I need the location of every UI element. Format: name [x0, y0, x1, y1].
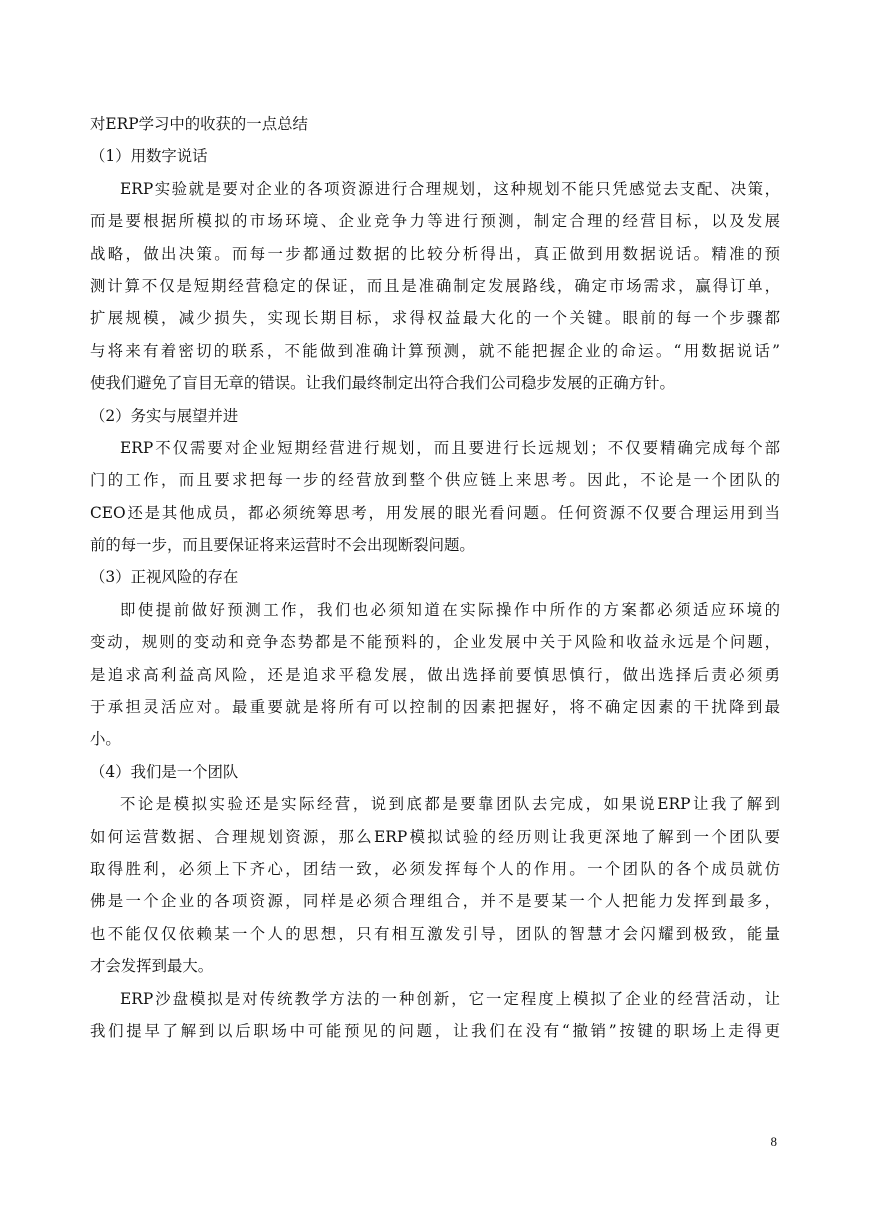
section-heading-1: （1）用数字说话 — [90, 147, 208, 166]
paragraph-line: 使我们避免了盲目无章的错误。让我们最终制定出符合我们公司稳步发展的正确方针。 — [90, 374, 675, 393]
paragraph-line: 也不能仅仅依赖某一个人的思想，只有相互激发引导，团队的智慧才会闪耀到极致，能量 — [90, 924, 780, 943]
paragraph-line: 门的工作，而且要求把每一步的经营放到整个供应链上来思考。因此，不论是一个团队的 — [90, 471, 780, 490]
paragraph-line: 不论是模拟实验还是实际经营，说到底都是要靠团队去完成，如果说ERP让我了解到 — [120, 795, 780, 814]
paragraph-line: 战略，做出决策。而每一步都通过数据的比较分析得出，真正做到用数据说话。精准的预 — [90, 244, 780, 263]
closing-paragraph-line: ERP沙盘模拟是对传统教学方法的一种创新，它一定程度上模拟了企业的经营活动，让 — [120, 989, 780, 1008]
document-body — [90, 108, 780, 1047]
paragraph-line: 测计算不仅是短期经营稳定的保证，而且是准确制定发展路线，确定市场需求，赢得订单， — [90, 276, 780, 295]
closing-paragraph-line: 我们提早了解到以后职场中可能预见的问题，让我们在没有“撤销”按键的职场上走得更 — [90, 1021, 780, 1040]
paragraph-line: 与将来有着密切的联系，不能做到准确计算预测，就不能把握企业的命运。“用数据说话” — [90, 341, 780, 360]
paragraph-line: 而是要根据所模拟的市场环境、企业竞争力等进行预测，制定合理的经营目标，以及发展 — [90, 212, 780, 231]
paragraph-line: 前的每一步，而且要保证将来运营时不会出现断裂问题。 — [90, 536, 475, 555]
paragraph-line: 取得胜利，必须上下齐心，团结一致，必须发挥每个人的作用。一个团队的各个成员就仿 — [90, 859, 780, 878]
section-heading-3: （3）正视风险的存在 — [90, 568, 239, 587]
paragraph-line: 小。 — [90, 730, 121, 749]
page-number: 8 — [770, 1134, 777, 1149]
paragraph-line: 于承担灵活应对。最重要就是将所有可以控制的因素把握好，将不确定因素的干扰降到最 — [90, 698, 780, 717]
paragraph-line: 如何运营数据、合理规划资源，那么ERP模拟试验的经历则让我更深地了解到一个团队要 — [90, 827, 780, 846]
document-title: 对ERP学习中的收获的一点总结 — [90, 115, 308, 133]
paragraph-line: 变动，规则的变动和竞争态势都是不能预料的，企业发展中关于风险和收益永远是个问题， — [90, 633, 780, 652]
paragraph-line: 即使提前做好预测工作，我们也必须知道在实际操作中所作的方案都必须适应环境的 — [120, 600, 780, 619]
paragraph-line: 才会发挥到最大。 — [90, 957, 214, 976]
paragraph-line: ERP实验就是要对企业的各项资源进行合理规划，这种规划不能只凭感觉去支配、决策， — [120, 179, 780, 198]
paragraph-line: 扩展规模，减少损失，实现长期目标，求得权益最大化的一个关键。眼前的每一个步骤都 — [90, 309, 780, 328]
paragraph-line: 是追求高利益高风险，还是追求平稳发展，做出选择前要慎思慎行，做出选择后责必须勇 — [90, 665, 780, 684]
section-heading-4: （4）我们是一个团队 — [90, 762, 239, 781]
paragraph-line: ERP不仅需要对企业短期经营进行规划，而且要进行长远规划；不仅要精确完成每个部 — [120, 438, 780, 457]
section-heading-2: （2）务实与展望并进 — [90, 406, 239, 425]
paragraph-line: CEO还是其他成员，都必须统筹思考，用发展的眼光看问题。任何资源不仅要合理运用到当 — [90, 503, 780, 522]
paragraph-line: 佛是一个企业的各项资源，同样是必须合理组合，并不是要某一个人把能力发挥到最多， — [90, 892, 780, 911]
